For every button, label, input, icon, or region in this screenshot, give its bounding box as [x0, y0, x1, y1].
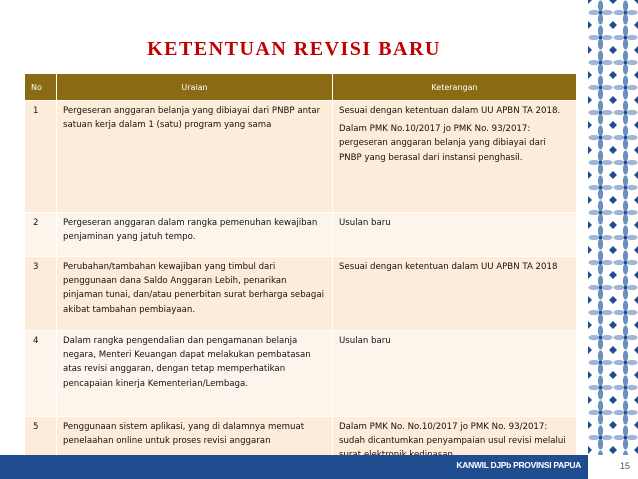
- row-number: 1: [25, 101, 57, 213]
- page-title: KETENTUAN REVISI BARU: [147, 38, 441, 60]
- keterangan-text: Sesuai dengan ketentuan dalam UU APBN TA 2018: [339, 262, 558, 272]
- row-keterangan: [333, 257, 577, 331]
- table-row: [25, 213, 577, 257]
- column-header-uraian: Uraian: [57, 74, 333, 101]
- keterangan-text: Usulan baru: [339, 218, 391, 228]
- keterangan-text: Dalam PMK No. No.10/2017 jo PMK No. 93/2017: sudah dicantumkan penyampaian usul revisi melalui: [339, 422, 566, 447]
- table-row: [25, 101, 577, 213]
- footer-office-label: KANWIL DJPb PROVINSI PAPUA: [456, 460, 581, 470]
- row-uraian: Perubahan/tambahan kewajiban yang timbul dari penggunaan dana Saldo Anggaran Lebih, penarikan pinjaman tunai, dan/atau penerbitan surat berharga sebagai akibat tambahan pembiayaan.: [57, 257, 333, 331]
- row-uraian: Pergeseran anggaran dalam rangka pemenuhan kewajiban penjaminan yang jatuh tempo.: [57, 213, 333, 257]
- row-keterangan: [333, 331, 577, 417]
- row-number: 2: [25, 213, 57, 257]
- batik-ornament-pattern: [588, 0, 638, 455]
- page-number-box: [588, 455, 638, 479]
- row-number: 4: [25, 331, 57, 417]
- column-header-keterangan: Keterangan: [333, 74, 577, 101]
- row-uraian: Penggunaan sistem aplikasi, yang di dalamnya memuat penelaahan online untuk proses revisi anggaran: [57, 417, 333, 470]
- row-keterangan: [333, 101, 577, 213]
- table-header-row: [25, 74, 577, 101]
- column-header-no: No: [25, 74, 57, 101]
- table-row: [25, 331, 577, 417]
- keterangan-text: Dalam PMK No.10/2017 jo PMK No. 93/2017: pergeseran anggaran belanja yang dibiayai dari PNBP yang berasal dari instansi penghasil.: [339, 124, 546, 163]
- row-uraian: Pergeseran anggaran belanja yang dibiayai dari PNBP antar satuan kerja dalam 1 (satu) program yang sama: [57, 101, 333, 213]
- keterangan-text: Sesuai dengan ketentuan dalam UU APBN TA 2018.: [339, 106, 561, 116]
- keterangan-text: Usulan baru: [339, 336, 391, 346]
- table-row: [25, 257, 577, 331]
- revision-table: [24, 73, 577, 470]
- row-number: 5: [25, 417, 57, 470]
- footer-bar: [0, 455, 588, 479]
- row-uraian: Dalam rangka pengendalian dan pengamanan belanja negara, Menteri Keuangan dapat melakukan pembatasan atas revisi anggaran, dengan tetap memperhatikan pencapaian kinerja Kementerian/Lembaga.: [57, 331, 333, 417]
- page-number: 15: [619, 461, 630, 471]
- row-number: 3: [25, 257, 57, 331]
- row-keterangan: [333, 213, 577, 257]
